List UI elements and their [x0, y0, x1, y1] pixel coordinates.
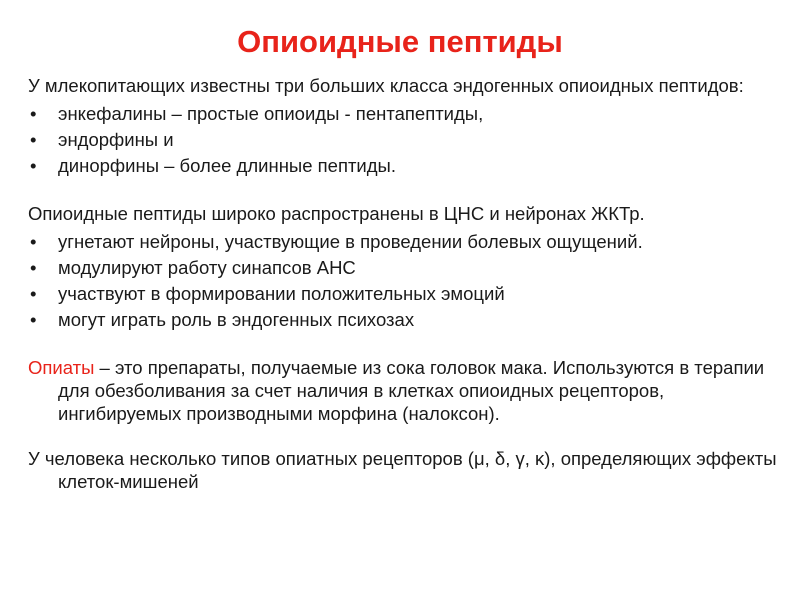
spacer [28, 425, 778, 447]
block2-list [28, 230, 778, 331]
list-item-text: модулируют работу синапсов АНС [58, 257, 356, 278]
list-item [28, 102, 778, 125]
bullet-icon: • [30, 309, 37, 330]
list-item [28, 256, 778, 279]
bullet-icon: • [30, 155, 37, 176]
spacer [28, 334, 778, 356]
slide-title: Опиоидные пептиды [237, 24, 563, 59]
list-item [28, 230, 778, 253]
bullet-icon: • [30, 283, 37, 304]
list-item-text: эндорфины и [58, 129, 174, 150]
list-item [28, 154, 778, 177]
list-item-text: динорфины – более длинные пептиды. [58, 155, 396, 176]
list-item-text: участвуют в формировании положительных эмоций [58, 283, 505, 304]
block3-paragraph [28, 356, 778, 425]
bullet-icon: • [30, 257, 37, 278]
slide-content [28, 74, 778, 493]
list-item [28, 282, 778, 305]
list-item-text: энкефалины – простые опиоиды - пентапептиды, [58, 103, 484, 124]
list-item [28, 308, 778, 331]
bullet-icon: • [30, 103, 37, 124]
block2-intro: Опиоидные пептиды широко распространены в ЦНС и нейронах ЖКТр. [28, 203, 645, 224]
list-item [28, 128, 778, 151]
bullet-icon: • [30, 231, 37, 252]
list-item-text: могут играть роль в эндогенных психозах [58, 309, 415, 330]
block4-paragraph: У человека несколько типов опиатных рецепторов (μ, δ, γ, κ), определяющих эффекты клеток-мишеней [28, 448, 777, 492]
list-item-text: угнетают нейроны, участвующие в проведении болевых ощущений. [58, 231, 643, 252]
block1-intro: У млекопитающих известны три больших класса эндогенных опиоидных пептидов: [28, 75, 744, 96]
opiates-definition: – это препараты, получаемые из сока головок мака. Используются в терапии для обезболивания за счет наличия в клетках опиоидных рецепторов, ингибируемых производными морфина (налоксон). [58, 357, 765, 424]
bullet-icon: • [30, 129, 37, 150]
block1-list [28, 102, 778, 177]
opiates-term: Опиаты [28, 357, 95, 378]
spacer [28, 180, 778, 202]
